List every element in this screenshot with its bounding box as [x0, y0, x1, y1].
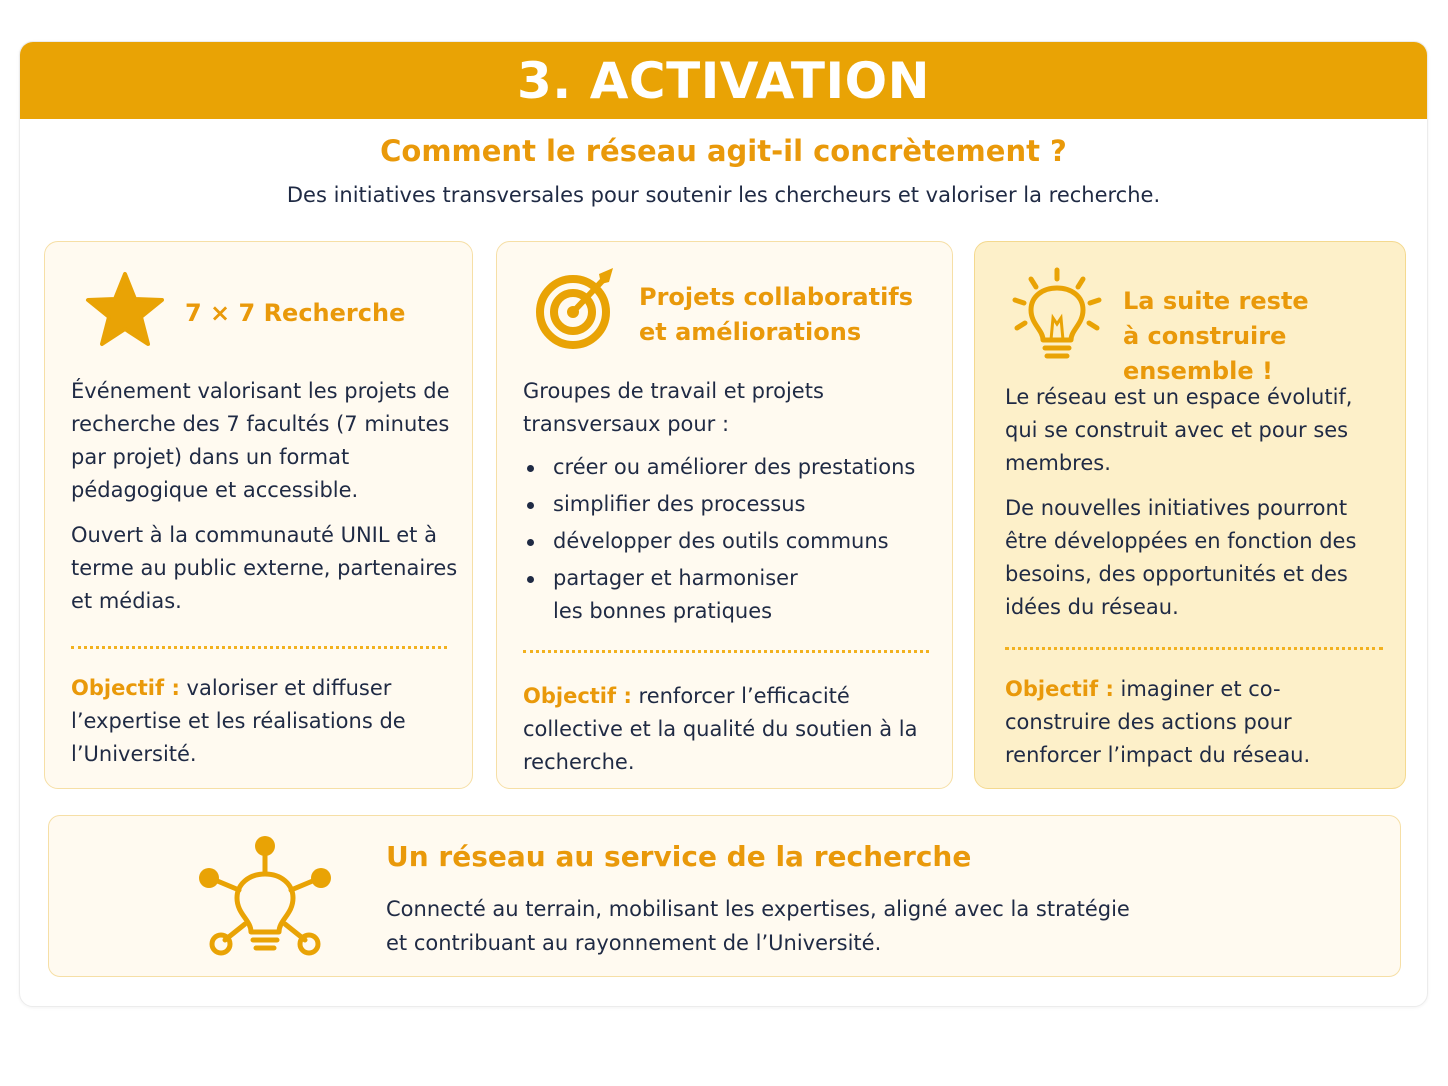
card-title-line: La suite reste: [1123, 287, 1309, 315]
infographic-frame: [19, 41, 1428, 1007]
network-lightbulb-icon: [193, 832, 339, 962]
card-title-line: Projets collaboratifs: [639, 283, 914, 311]
card-body: [71, 375, 461, 630]
card-title-line: et améliorations: [639, 318, 862, 346]
card-paragraph: Événement valorisant les projets de recherche des 7 facultés (7 minutes par projet) dans un format pédagogique et accessible.: [71, 379, 450, 502]
objective-label: Objectif :: [1005, 677, 1114, 701]
card-objective: [523, 680, 939, 779]
card-title: 7 × 7 Recherche: [185, 299, 406, 327]
list-item: partager et harmoniser les bonnes pratiques: [523, 562, 823, 628]
card-la-suite: [974, 241, 1406, 789]
star-icon: [85, 270, 165, 350]
card-projets-collaboratifs: [496, 241, 953, 789]
summary-title: Un réseau au service de la recherche: [386, 840, 972, 873]
card-objective: [71, 672, 431, 771]
divider: [1005, 647, 1383, 650]
list-item: simplifier des processus: [523, 488, 943, 521]
card-body: [1005, 381, 1375, 636]
page-subtitle: Comment le réseau agit-il concrètement ?: [380, 134, 1067, 168]
card-title-line: à construire ensemble !: [1123, 322, 1287, 385]
card-body: [523, 375, 943, 632]
card-title: [639, 280, 913, 350]
page-intro: Des initiatives transversales pour soutenir les chercheurs et valoriser la recherche.: [286, 183, 1161, 207]
card-paragraph: Ouvert à la communauté UNIL et à terme au public externe, partenaires et médias.: [71, 523, 458, 613]
objective-text: imaginer et co-construire des actions pour renforcer l’impact du réseau.: [1005, 677, 1311, 767]
list-item: créer ou améliorer des prestations: [523, 451, 943, 484]
objective-label: Objectif :: [523, 684, 632, 708]
summary-banner: [48, 815, 1401, 977]
card-paragraph: Le réseau est un espace évolutif, qui se construit avec et pour ses membres.: [1005, 385, 1353, 475]
card-7x7-recherche: [44, 241, 473, 789]
card-paragraph: De nouvelles initiatives pourront être développées en fonction des besoins, des opportunités et des idées du réseau.: [1005, 496, 1357, 619]
list-item: développer des outils communs: [523, 525, 943, 558]
objective-text: renforcer l’efficacité collective et la qualité du soutien à la recherche.: [523, 684, 918, 774]
objective-text: valoriser et diffuser l’expertise et les réalisations de l’Université.: [71, 676, 406, 766]
page-title: 3. ACTIVATION: [517, 51, 930, 110]
card-paragraph: Groupes de travail et projets transversaux pour :: [523, 379, 824, 436]
divider: [523, 650, 929, 653]
card-title: [1123, 284, 1405, 389]
summary-text: Connecté au terrain, mobilisant les expertises, aligné avec la stratégie et contribuant au rayonnement de l’Université.: [386, 897, 1130, 955]
title-banner: [20, 42, 1427, 119]
bullet-list: [523, 451, 943, 628]
lightbulb-icon: [1009, 266, 1105, 366]
divider: [71, 646, 447, 649]
card-objective: [1005, 673, 1385, 772]
objective-label: Objectif :: [71, 676, 180, 700]
target-icon: [533, 266, 625, 350]
